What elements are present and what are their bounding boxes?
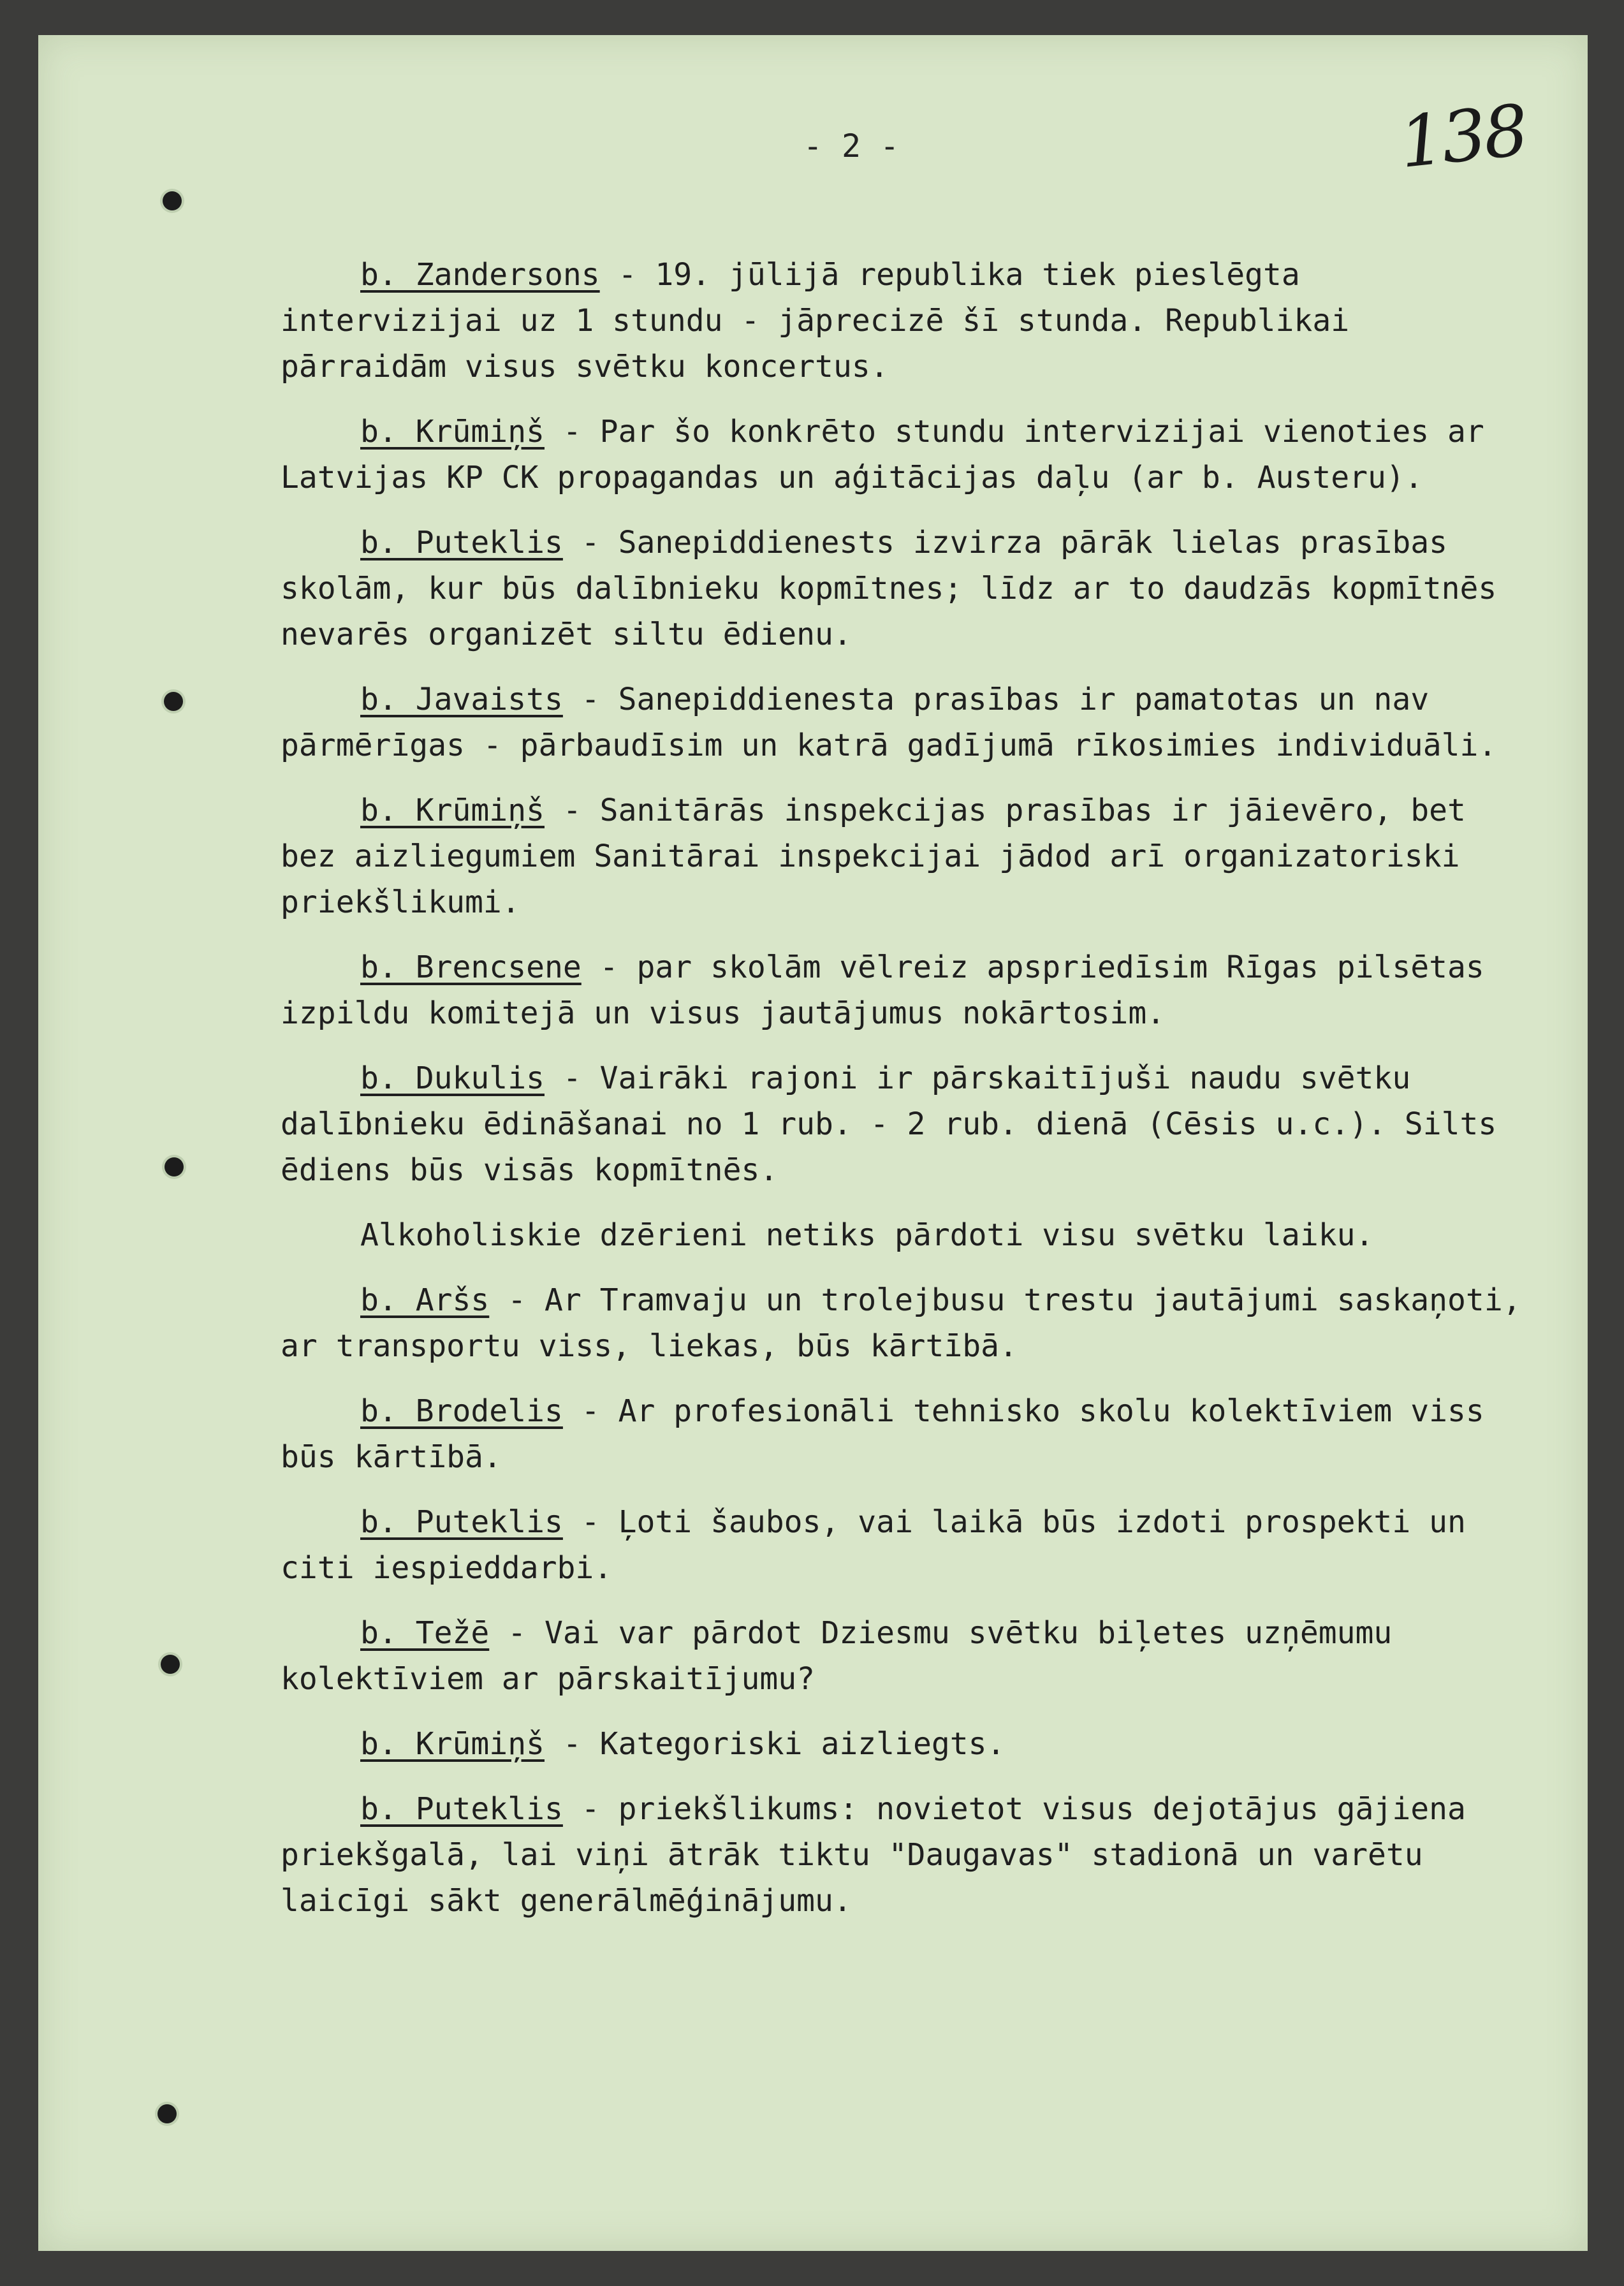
paragraph-text: - Ar profesionāli tehnisko skolu kolektīviem viss būs kārtībā. bbox=[281, 1393, 1484, 1475]
paragraph-text: - Sanepiddienests izvirza pārāk lielas prasības skolām, kur būs dalībnieku kopmītnes; līdz ar to daudzās kopmītnēs nevarēs organizēt siltu ēdienu. bbox=[281, 525, 1497, 652]
speaker-name: b. Aršs bbox=[360, 1282, 490, 1318]
speaker-name: b. Puteklis bbox=[360, 1791, 563, 1827]
paragraph bbox=[281, 1786, 1530, 1924]
speaker-name: b. Krūmiņš bbox=[360, 793, 545, 828]
punch-hole bbox=[164, 692, 183, 711]
paragraph-text: Alkoholiskie dzērieni netiks pārdoti visu svētku laiku. bbox=[360, 1217, 1374, 1253]
punch-hole bbox=[161, 1655, 180, 1674]
punch-hole bbox=[157, 2104, 177, 2123]
paragraph bbox=[281, 1212, 1530, 1258]
paragraph bbox=[281, 1277, 1530, 1369]
paragraph-text: - Vai var pārdot Dziesmu svētku biļetes uzņēmumu kolektīviem ar pārskaitījumu? bbox=[281, 1615, 1393, 1697]
paragraph bbox=[281, 1721, 1530, 1767]
paragraph-text: - Kategoriski aizliegts. bbox=[544, 1726, 1006, 1762]
paragraph bbox=[281, 1388, 1530, 1480]
speaker-name: b. Puteklis bbox=[360, 1504, 563, 1540]
paragraph-text: - Par šo konkrēto stundu intervizijai vienoties ar Latvijas KP CK propagandas un aģitācijas daļu (ar b. Austeru). bbox=[281, 414, 1484, 495]
paragraph-text: - Ar Tramvaju un trolejbusu trestu jautājumi saskaņoti, ar transportu viss, liekas, būs kārtībā. bbox=[281, 1282, 1521, 1364]
archive-folio-number: 138 bbox=[1395, 89, 1530, 184]
paragraph bbox=[281, 788, 1530, 925]
speaker-name: b. Težē bbox=[360, 1615, 490, 1651]
paragraph-text: - Sanepiddienesta prasības ir pamatotas un nav pārmērīgas - pārbaudīsim un katrā gadījumā rīkosimies individuāli. bbox=[281, 682, 1497, 763]
paragraph bbox=[281, 520, 1530, 657]
paragraph bbox=[281, 252, 1530, 390]
speaker-name: b. Krūmiņš bbox=[360, 414, 545, 450]
paragraph bbox=[281, 1499, 1530, 1591]
paragraph-text: - Vairāki rajoni ir pārskaitījuši naudu svētku dalībnieku ēdināšanai no 1 rub. - 2 rub. dienā (Cēsis u.c.). Silts ēdiens būs visās kopmītnēs. bbox=[281, 1060, 1497, 1188]
document-body bbox=[281, 252, 1530, 1943]
paragraph-text: - Ļoti šaubos, vai laikā būs izdoti prospekti un citi iespieddarbi. bbox=[281, 1504, 1466, 1586]
speaker-name: b. Zandersons bbox=[360, 257, 600, 293]
speaker-name: b. Brodelis bbox=[360, 1393, 563, 1429]
page-number: - 2 - bbox=[803, 128, 900, 165]
paragraph-text: - priekšlikums: novietot visus dejotājus gājiena priekšgalā, lai viņi ātrāk tiktu "Daugavas" stadionā un varētu laicīgi sākt generālmēģinājumu. bbox=[281, 1791, 1466, 1919]
paragraph-text: - 19. jūlijā republika tiek pieslēgta intervizijai uz 1 stundu - jāprecizē šī stunda. Republikai pārraidām visus svētku koncertus. bbox=[281, 257, 1350, 385]
paragraph bbox=[281, 944, 1530, 1036]
paragraph bbox=[281, 677, 1530, 768]
paragraph bbox=[281, 409, 1530, 501]
paragraph bbox=[281, 1610, 1530, 1702]
paragraph-text: - par skolām vēlreiz apspriedīsim Rīgas pilsētas izpildu komitejā un visus jautājumus nokārtosim. bbox=[281, 949, 1484, 1031]
speaker-name: b. Javaists bbox=[360, 682, 563, 717]
punch-hole bbox=[163, 191, 182, 210]
speaker-name: b. Krūmiņš bbox=[360, 1726, 545, 1762]
punch-hole bbox=[165, 1157, 184, 1176]
speaker-name: b. Brencsene bbox=[360, 949, 582, 985]
speaker-name: b. Dukulis bbox=[360, 1060, 545, 1096]
speaker-name: b. Puteklis bbox=[360, 525, 563, 561]
paragraph bbox=[281, 1055, 1530, 1193]
paragraph-text: - Sanitārās inspekcijas prasības ir jāievēro, bet bez aizliegumiem Sanitārai inspekcijai jādod arī organizatoriski priekšlikumi. bbox=[281, 793, 1466, 920]
